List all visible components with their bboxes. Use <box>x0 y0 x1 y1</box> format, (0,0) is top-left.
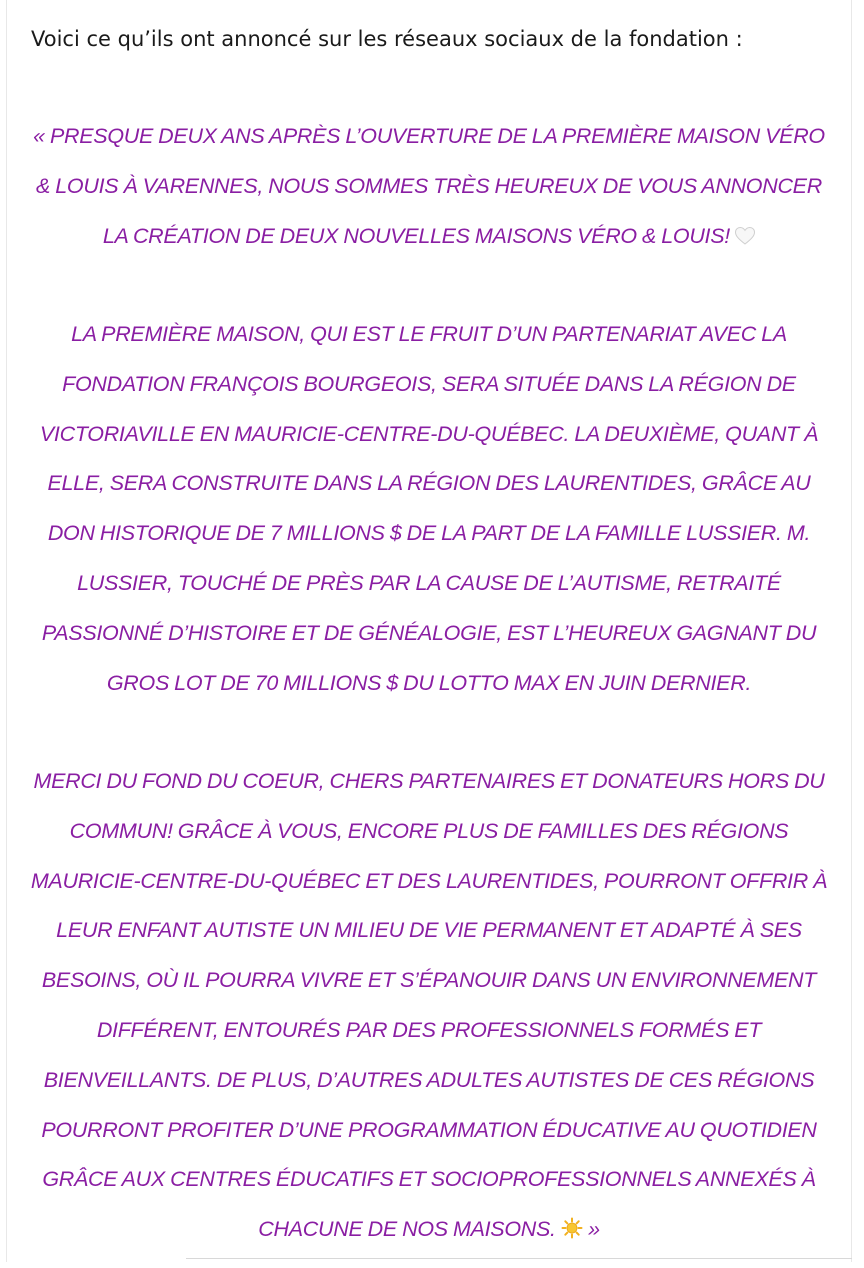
quote-paragraph-1-text: « PRESQUE DEUX ANS APRÈS L’OUVERTURE DE LA PREMIÈRE MAISON VÉRO & LOUIS À VARENNES, NOUS SOMMES TRÈS HEUREUX DE VOUS ANNONCER LA CRÉATION DE DEUX NOUVELLES MAISONS VÉRO & LOUIS! <box>33 124 825 248</box>
quote-paragraph-3 <box>26 757 832 1255</box>
quote-paragraph-3-text: MERCI DU FOND DU COEUR, CHERS PARTENAIRES ET DONATEURS HORS DU COMMUN! GRÂCE À VOUS, ENCORE PLUS DE FAMILLES DES RÉGIONS MAURICIE-CENTRE-DU-QUÉBEC ET DES LAURENTIDES, POURRONT OFFRIR À LEUR ENFANT AUTISTE UN MILIEU DE VIE PERMANENT ET ADAPTÉ À SES BESOINS, OÙ IL POURRA VIVRE ET S’ÉPANOUIR DANS UN ENVIRONNEMENT DIFFÉRENT, ENTOURÉS PAR DES PROFESSIONNELS FORMÉS ET BIENVEILLANTS. DE PLUS, D’AUTRES ADULTES AUTISTES DE CES RÉGIONS POURRONT PROFITER D’UNE PROGRAMMATION ÉDUCATIVE AU QUOTIDIEN GRÂCE AUX CENTRES ÉDUCATIFS ET SOCIOPROFESSIONNELS ANNEXÉS À CHACUNE DE NOS MAISONS. <box>30 769 828 1242</box>
bottom-divider <box>186 1258 852 1259</box>
quote-paragraph-2: LA PREMIÈRE MAISON, QUI EST LE FRUIT D’UN PARTENARIAT AVEC LA FONDATION FRANÇOIS BOURGEOIS, SERA SITUÉE DANS LA RÉGION DE VICTORIAVILLE EN MAURICIE-CENTRE-DU-QUÉBEC. LA DEUXIÈME, QUANT À ELLE, SERA CONSTRUITE DANS LA RÉGION DES LAURENTIDES, GRÂCE AU DON HISTORIQUE DE 7 MILLIONS $ DE LA PART DE LA FAMILLE LUSSIER. M. LUSSIER, TOUCHÉ DE PRÈS PAR LA CAUSE DE L’AUTISME, RETRAITÉ PASSIONNÉ D’HISTOIRE ET DE GÉNÉALOGIE, EST L’HEUREUX GAGNANT DU GROS LOT DE 70 MILLIONS $ DU LOTTO MAX EN JUIN DERNIER. <box>39 322 819 695</box>
quote-close-mark: » <box>588 1217 600 1242</box>
intro-text: Voici ce qu’ils ont annoncé sur les réseaux sociaux de la fondation : <box>31 27 743 51</box>
white-heart-icon <box>735 227 755 245</box>
quote-paragraph-1 <box>26 112 832 261</box>
sun-icon <box>561 1217 583 1239</box>
